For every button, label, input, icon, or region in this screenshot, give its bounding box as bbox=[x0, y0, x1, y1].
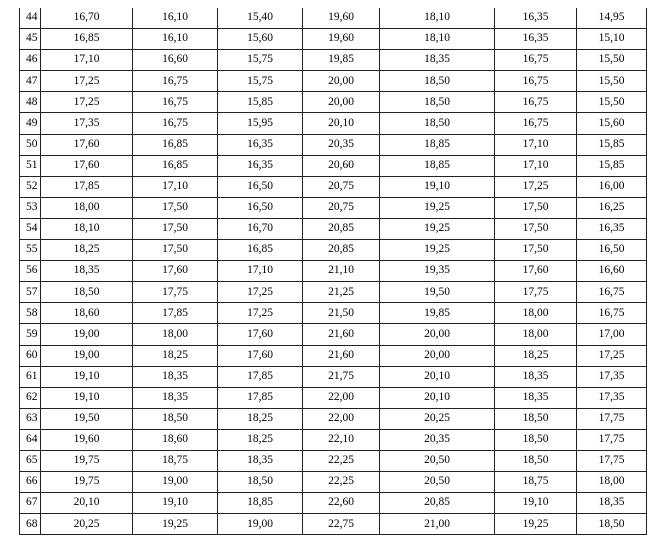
row-number-cell: 48 bbox=[20, 92, 41, 113]
table-cell: 18,35 bbox=[133, 366, 218, 387]
table-cell: 16,75 bbox=[495, 113, 577, 134]
table-cell: 20,60 bbox=[303, 155, 380, 176]
table-cell: 19,75 bbox=[41, 472, 133, 493]
table-row bbox=[20, 176, 647, 197]
table-cell: 19,75 bbox=[41, 450, 133, 471]
table-row bbox=[20, 71, 647, 92]
table-cell: 20,25 bbox=[41, 514, 133, 535]
table-cell: 20,10 bbox=[380, 387, 495, 408]
table-cell: 16,75 bbox=[133, 92, 218, 113]
table-cell: 16,35 bbox=[577, 218, 647, 239]
table-cell: 17,75 bbox=[495, 282, 577, 303]
table-cell: 19,00 bbox=[41, 324, 133, 345]
table-cell: 19,35 bbox=[380, 261, 495, 282]
table-row bbox=[20, 493, 647, 514]
table-cell: 20,35 bbox=[303, 134, 380, 155]
table-cell: 17,10 bbox=[133, 176, 218, 197]
table-cell: 22,00 bbox=[303, 387, 380, 408]
table-row bbox=[20, 282, 647, 303]
table-cell: 16,00 bbox=[577, 176, 647, 197]
table-cell: 17,50 bbox=[133, 240, 218, 261]
table-row bbox=[20, 240, 647, 261]
table-row bbox=[20, 92, 647, 113]
table-row bbox=[20, 8, 647, 29]
table-cell: 18,50 bbox=[495, 408, 577, 429]
table-row bbox=[20, 514, 647, 535]
table-cell: 18,50 bbox=[380, 113, 495, 134]
table-cell: 16,10 bbox=[133, 29, 218, 50]
table-cell: 14,95 bbox=[577, 8, 647, 29]
table-cell: 19,25 bbox=[380, 218, 495, 239]
table-cell: 18,00 bbox=[495, 324, 577, 345]
table-cell: 16,75 bbox=[495, 50, 577, 71]
row-number-cell: 66 bbox=[20, 472, 41, 493]
table-cell: 22,00 bbox=[303, 408, 380, 429]
table-cell: 16,75 bbox=[577, 303, 647, 324]
table-cell: 16,35 bbox=[495, 29, 577, 50]
table-row bbox=[20, 366, 647, 387]
table-cell: 16,85 bbox=[133, 134, 218, 155]
table-cell: 19,00 bbox=[133, 472, 218, 493]
table-cell: 18,25 bbox=[495, 345, 577, 366]
row-number-cell: 50 bbox=[20, 134, 41, 155]
table-cell: 17,10 bbox=[495, 155, 577, 176]
row-number-cell: 67 bbox=[20, 493, 41, 514]
table-cell: 18,35 bbox=[380, 50, 495, 71]
table-cell: 16,60 bbox=[577, 261, 647, 282]
table-cell: 17,50 bbox=[495, 218, 577, 239]
table-cell: 17,50 bbox=[495, 240, 577, 261]
table-cell: 18,85 bbox=[218, 493, 303, 514]
table-cell: 17,25 bbox=[577, 345, 647, 366]
table-cell: 18,50 bbox=[495, 429, 577, 450]
table-cell: 18,00 bbox=[495, 303, 577, 324]
table-cell: 20,25 bbox=[380, 408, 495, 429]
table-cell: 17,35 bbox=[41, 113, 133, 134]
table-cell: 18,10 bbox=[41, 218, 133, 239]
table-cell: 20,50 bbox=[380, 450, 495, 471]
table-cell: 15,75 bbox=[218, 71, 303, 92]
table-row bbox=[20, 29, 647, 50]
table-cell: 19,50 bbox=[380, 282, 495, 303]
table-cell: 17,50 bbox=[133, 197, 218, 218]
table-cell: 17,35 bbox=[577, 366, 647, 387]
table-cell: 20,85 bbox=[303, 240, 380, 261]
table-cell: 22,10 bbox=[303, 429, 380, 450]
table-cell: 19,10 bbox=[41, 366, 133, 387]
table-cell: 18,35 bbox=[495, 366, 577, 387]
table-cell: 18,10 bbox=[380, 29, 495, 50]
table-cell: 19,10 bbox=[380, 176, 495, 197]
table-row bbox=[20, 155, 647, 176]
table-cell: 19,85 bbox=[303, 50, 380, 71]
row-number-cell: 68 bbox=[20, 514, 41, 535]
table-cell: 16,70 bbox=[218, 218, 303, 239]
table-cell: 19,60 bbox=[41, 429, 133, 450]
table-cell: 16,85 bbox=[133, 155, 218, 176]
table-cell: 20,10 bbox=[41, 493, 133, 514]
table-cell: 17,25 bbox=[218, 282, 303, 303]
table-cell: 20,00 bbox=[380, 324, 495, 345]
table-cell: 17,50 bbox=[495, 197, 577, 218]
table-cell: 16,10 bbox=[133, 8, 218, 29]
table-cell: 17,10 bbox=[218, 261, 303, 282]
table-cell: 22,75 bbox=[303, 514, 380, 535]
table-cell: 18,35 bbox=[133, 387, 218, 408]
table-cell: 15,75 bbox=[218, 50, 303, 71]
table-cell: 17,25 bbox=[41, 92, 133, 113]
table-cell: 16,70 bbox=[41, 8, 133, 29]
table-cell: 18,85 bbox=[380, 155, 495, 176]
row-number-cell: 44 bbox=[20, 8, 41, 29]
table-cell: 21,00 bbox=[380, 514, 495, 535]
row-number-cell: 51 bbox=[20, 155, 41, 176]
table-cell: 15,85 bbox=[577, 134, 647, 155]
table-cell: 17,25 bbox=[495, 176, 577, 197]
table-cell: 17,75 bbox=[577, 450, 647, 471]
table-cell: 19,25 bbox=[495, 514, 577, 535]
table-cell: 17,10 bbox=[495, 134, 577, 155]
table-cell: 20,10 bbox=[303, 113, 380, 134]
table-cell: 21,25 bbox=[303, 282, 380, 303]
table-row bbox=[20, 197, 647, 218]
table-cell: 17,00 bbox=[577, 324, 647, 345]
table-cell: 22,60 bbox=[303, 493, 380, 514]
table-row bbox=[20, 134, 647, 155]
table-cell: 17,85 bbox=[218, 366, 303, 387]
row-number-cell: 57 bbox=[20, 282, 41, 303]
table-cell: 18,35 bbox=[577, 493, 647, 514]
table-cell: 20,85 bbox=[303, 218, 380, 239]
table-row bbox=[20, 324, 647, 345]
row-number-cell: 53 bbox=[20, 197, 41, 218]
table-row bbox=[20, 387, 647, 408]
table-cell: 16,75 bbox=[577, 282, 647, 303]
table-cell: 15,50 bbox=[577, 92, 647, 113]
table-cell: 18,35 bbox=[41, 261, 133, 282]
table-row bbox=[20, 261, 647, 282]
table-cell: 20,00 bbox=[380, 345, 495, 366]
table-row bbox=[20, 345, 647, 366]
table-cell: 20,85 bbox=[380, 493, 495, 514]
table-cell: 18,25 bbox=[218, 408, 303, 429]
table-cell: 19,60 bbox=[303, 29, 380, 50]
table-cell: 18,50 bbox=[577, 514, 647, 535]
row-number-cell: 46 bbox=[20, 50, 41, 71]
table-cell: 19,00 bbox=[41, 345, 133, 366]
table-cell: 19,25 bbox=[380, 197, 495, 218]
table-cell: 16,60 bbox=[133, 50, 218, 71]
table-cell: 18,50 bbox=[495, 450, 577, 471]
table-cell: 19,50 bbox=[41, 408, 133, 429]
row-number-cell: 52 bbox=[20, 176, 41, 197]
table-cell: 18,00 bbox=[133, 324, 218, 345]
table-cell: 18,35 bbox=[495, 387, 577, 408]
table-cell: 16,75 bbox=[495, 71, 577, 92]
row-number-cell: 60 bbox=[20, 345, 41, 366]
table-row bbox=[20, 113, 647, 134]
table-cell: 22,25 bbox=[303, 472, 380, 493]
table-cell: 21,50 bbox=[303, 303, 380, 324]
table-cell: 17,60 bbox=[41, 155, 133, 176]
table-cell: 18,25 bbox=[218, 429, 303, 450]
table-cell: 15,50 bbox=[577, 50, 647, 71]
table-cell: 18,00 bbox=[577, 472, 647, 493]
table-cell: 15,40 bbox=[218, 8, 303, 29]
table-cell: 18,00 bbox=[41, 197, 133, 218]
table-cell: 17,60 bbox=[218, 345, 303, 366]
table-cell: 20,00 bbox=[303, 92, 380, 113]
table-cell: 18,50 bbox=[380, 92, 495, 113]
table-cell: 20,50 bbox=[380, 472, 495, 493]
table-cell: 17,85 bbox=[218, 387, 303, 408]
row-number-cell: 64 bbox=[20, 429, 41, 450]
row-number-cell: 62 bbox=[20, 387, 41, 408]
table-cell: 16,35 bbox=[218, 134, 303, 155]
table-cell: 21,75 bbox=[303, 366, 380, 387]
table-cell: 16,50 bbox=[218, 176, 303, 197]
row-number-cell: 65 bbox=[20, 450, 41, 471]
table-cell: 17,60 bbox=[41, 134, 133, 155]
row-number-cell: 49 bbox=[20, 113, 41, 134]
table-cell: 15,60 bbox=[577, 113, 647, 134]
table-cell: 15,60 bbox=[218, 29, 303, 50]
row-number-cell: 45 bbox=[20, 29, 41, 50]
table-cell: 15,95 bbox=[218, 113, 303, 134]
table-cell: 20,75 bbox=[303, 176, 380, 197]
table-cell: 16,75 bbox=[133, 113, 218, 134]
table-cell: 17,60 bbox=[495, 261, 577, 282]
table-cell: 16,35 bbox=[218, 155, 303, 176]
table-cell: 15,85 bbox=[218, 92, 303, 113]
table-cell: 17,60 bbox=[218, 324, 303, 345]
table-cell: 18,60 bbox=[41, 303, 133, 324]
table-cell: 15,50 bbox=[577, 71, 647, 92]
table-cell: 19,10 bbox=[133, 493, 218, 514]
table-cell: 17,85 bbox=[41, 176, 133, 197]
table-cell: 17,75 bbox=[577, 429, 647, 450]
table-cell: 16,25 bbox=[577, 197, 647, 218]
row-number-cell: 58 bbox=[20, 303, 41, 324]
table-row bbox=[20, 218, 647, 239]
table-body bbox=[20, 8, 647, 535]
table-cell: 18,50 bbox=[380, 71, 495, 92]
table-cell: 18,10 bbox=[380, 8, 495, 29]
table-cell: 21,60 bbox=[303, 345, 380, 366]
row-number-cell: 56 bbox=[20, 261, 41, 282]
table-cell: 17,85 bbox=[133, 303, 218, 324]
table-cell: 17,10 bbox=[41, 50, 133, 71]
row-number-cell: 55 bbox=[20, 240, 41, 261]
table-cell: 16,85 bbox=[41, 29, 133, 50]
table-cell: 16,50 bbox=[577, 240, 647, 261]
table-cell: 19,10 bbox=[41, 387, 133, 408]
table-cell: 19,60 bbox=[303, 8, 380, 29]
table-cell: 17,75 bbox=[577, 408, 647, 429]
table-cell: 16,50 bbox=[218, 197, 303, 218]
table-row bbox=[20, 429, 647, 450]
table-cell: 18,25 bbox=[133, 345, 218, 366]
table-cell: 18,60 bbox=[133, 429, 218, 450]
table-cell: 18,85 bbox=[380, 134, 495, 155]
table-cell: 18,75 bbox=[495, 472, 577, 493]
row-number-cell: 63 bbox=[20, 408, 41, 429]
table-cell: 16,35 bbox=[495, 8, 577, 29]
table-cell: 18,25 bbox=[41, 240, 133, 261]
table-cell: 19,25 bbox=[133, 514, 218, 535]
table-cell: 21,60 bbox=[303, 324, 380, 345]
table-row bbox=[20, 450, 647, 471]
table-cell: 17,50 bbox=[133, 218, 218, 239]
row-number-cell: 59 bbox=[20, 324, 41, 345]
table-cell: 20,10 bbox=[380, 366, 495, 387]
table-cell: 17,25 bbox=[218, 303, 303, 324]
table-row bbox=[20, 408, 647, 429]
table-cell: 17,35 bbox=[577, 387, 647, 408]
table-cell: 20,00 bbox=[303, 71, 380, 92]
table-cell: 20,35 bbox=[380, 429, 495, 450]
table-cell: 17,25 bbox=[41, 71, 133, 92]
table-cell: 19,25 bbox=[380, 240, 495, 261]
table-cell: 18,50 bbox=[41, 282, 133, 303]
table-cell: 18,50 bbox=[133, 408, 218, 429]
table-cell: 15,10 bbox=[577, 29, 647, 50]
table-cell: 22,25 bbox=[303, 450, 380, 471]
table-row bbox=[20, 303, 647, 324]
table-cell: 16,75 bbox=[495, 92, 577, 113]
table-cell: 18,35 bbox=[218, 450, 303, 471]
row-number-cell: 54 bbox=[20, 218, 41, 239]
table-cell: 18,50 bbox=[218, 472, 303, 493]
table-cell: 20,75 bbox=[303, 197, 380, 218]
row-number-cell: 61 bbox=[20, 366, 41, 387]
data-table bbox=[19, 8, 647, 535]
table-cell: 19,10 bbox=[495, 493, 577, 514]
table-cell: 19,85 bbox=[380, 303, 495, 324]
row-number-cell: 47 bbox=[20, 71, 41, 92]
table-cell: 15,85 bbox=[577, 155, 647, 176]
table-cell: 19,00 bbox=[218, 514, 303, 535]
table-cell: 21,10 bbox=[303, 261, 380, 282]
table-row bbox=[20, 50, 647, 71]
table-cell: 16,75 bbox=[133, 71, 218, 92]
table-cell: 18,75 bbox=[133, 450, 218, 471]
table-cell: 17,60 bbox=[133, 261, 218, 282]
table-cell: 17,75 bbox=[133, 282, 218, 303]
table-cell: 16,85 bbox=[218, 240, 303, 261]
